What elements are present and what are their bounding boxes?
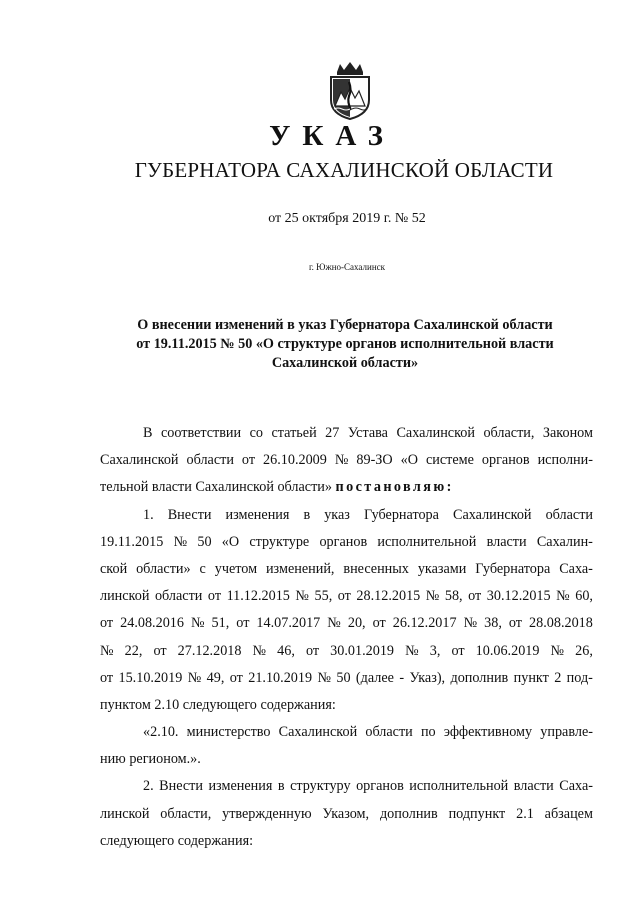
body-word: от [468, 588, 482, 605]
body-line: нию регионом.». [100, 751, 201, 768]
body-word: № [317, 669, 331, 686]
body-word: 15.10.2019 [118, 669, 183, 686]
body-word: от [153, 642, 167, 659]
body-word: № [100, 642, 114, 659]
body-word: утвержденную [222, 805, 312, 822]
body-word: области [545, 506, 593, 523]
body-word: с [199, 560, 206, 577]
body-word: Внести [159, 778, 203, 795]
body-word: области [154, 588, 203, 605]
body-word: 27.12.2018 [177, 642, 242, 659]
body-line [100, 665, 593, 692]
body-line [100, 556, 593, 583]
body-word: Сахалинской [100, 452, 179, 469]
issue-city: г. Южно-Сахалинск [308, 262, 385, 272]
body-word: структуру [290, 778, 351, 795]
body-word: структуре [249, 533, 310, 550]
body-word: власти [513, 778, 554, 795]
body-word: Губернатора [363, 506, 439, 523]
body-word: 26.10.2009 [263, 452, 327, 469]
body-word: дополнив [379, 805, 438, 822]
body-word: № [425, 588, 440, 605]
body-word: № [405, 642, 419, 659]
body-word: по [420, 724, 436, 741]
body-line [100, 447, 593, 474]
body-word: Сахалинской [453, 506, 532, 523]
body-word: Сахалинской [278, 724, 358, 741]
body-word: статьей [271, 425, 317, 441]
body-word: Устава [347, 425, 388, 441]
body-line [100, 474, 593, 501]
body-word: линской [100, 588, 150, 605]
body-word: № [295, 588, 309, 605]
body-word: министерство [186, 724, 271, 741]
body-word: учетом [214, 560, 258, 577]
decree-title: УКАЗ [269, 120, 395, 152]
body-word: внесенных [343, 560, 409, 577]
body-word: области [365, 724, 413, 741]
body-word: Сахалин- [536, 533, 593, 550]
body-word: подпункт [448, 805, 506, 822]
body-word: области, [483, 425, 535, 441]
body-word: 2.1 [516, 805, 534, 822]
body-word: № [556, 588, 570, 605]
body-word: № [334, 452, 349, 469]
body-word: 28.08.2018 [529, 615, 593, 632]
body-word: Указ), [409, 669, 446, 686]
body-word: от [508, 615, 522, 632]
body-word: власти [486, 533, 527, 550]
body-word: исполнительной [409, 778, 509, 795]
body-word: изменения [208, 778, 273, 795]
body-word: 19.11.2015 [100, 533, 164, 550]
body-line [100, 420, 593, 447]
body-word: 26.12.2017 [392, 615, 457, 632]
body-word: от [241, 452, 256, 469]
body-word: - [399, 669, 405, 686]
body-word: «О [221, 533, 240, 550]
body-word: № [252, 642, 267, 659]
body-word: 55, [314, 588, 333, 605]
body-word: от [100, 615, 114, 632]
body-word: 1. [143, 506, 154, 523]
body-word: 24.08.2016 [120, 615, 184, 632]
body-word: исполни- [537, 452, 593, 469]
body-word: «2.10. [143, 724, 179, 741]
body-word: 10.06.2019 [475, 642, 540, 659]
heading-line: Сахалинской области» [271, 355, 419, 371]
body-word: 30.01.2019 [330, 642, 395, 659]
body-word: от [207, 588, 222, 605]
body-word: 60, [575, 588, 593, 605]
body-word: 30.12.2015 [486, 588, 551, 605]
body-line [100, 529, 593, 556]
body-word: под- [566, 669, 593, 686]
body-word: в [303, 506, 311, 523]
body-line: пунктом 2.10 следующего содержания: [100, 696, 336, 713]
body-word: Указом, [322, 805, 370, 822]
body-word: органов [319, 533, 368, 550]
body-word: 26, [575, 642, 593, 659]
body-line [100, 801, 593, 828]
body-word: области [186, 452, 234, 469]
body-word: от [305, 642, 320, 659]
body-word: области, [160, 805, 212, 822]
body-word: 89-ЗО [356, 452, 393, 469]
body-word: указ [324, 506, 350, 523]
body-word: № [327, 615, 341, 632]
body-word: органов [481, 452, 530, 469]
body-word: № [463, 615, 478, 632]
body-word: 49, [206, 669, 225, 686]
body-word: дополнив [450, 669, 509, 686]
decree-date-number: от 25 октября 2019 г. № 52 [268, 211, 426, 226]
body-word: управле- [540, 724, 593, 741]
body-word: 22, [124, 642, 143, 659]
body-word: пункт [513, 669, 549, 686]
body-word: 28.12.2015 [356, 588, 421, 605]
body-word: 2 [554, 669, 562, 686]
body-word: от [372, 615, 386, 632]
body-line-text: тельной власти Сахалинской области» [100, 479, 332, 496]
body-word: 46, [277, 642, 295, 659]
body-word: 21.10.2019 [248, 669, 313, 686]
body-word: от [337, 588, 351, 605]
body-line [100, 502, 593, 529]
body-word: абзацем [544, 805, 593, 822]
body-word: 51, [211, 615, 230, 632]
body-word: № [187, 669, 202, 686]
body-word: № [173, 533, 188, 550]
body-word: Саха- [559, 560, 593, 577]
heading-line: О внесении изменений в указ Губернатора Сахалинской области [137, 317, 553, 333]
body-word: ской [100, 560, 128, 577]
body-word: органов [356, 778, 404, 795]
body-line: следующего содержания: [100, 832, 254, 849]
body-word: Саха- [559, 778, 593, 795]
body-word: изменений, [265, 560, 335, 577]
sakhalin-coat-of-arms-icon [325, 62, 375, 120]
body-word: от [100, 669, 114, 686]
body-word: эффективному [443, 724, 533, 741]
body-word: «О [400, 452, 418, 469]
body-word: 50 [197, 533, 212, 550]
heading-line: от 19.11.2015 № 50 «О структуре органов исполнительной власти [136, 336, 554, 352]
body-word: 50 [336, 669, 351, 686]
body-word: 58, [444, 588, 463, 605]
body-word: Губернатора [475, 560, 551, 577]
body-word: № [550, 642, 565, 659]
body-line [100, 773, 593, 800]
body-word: 14.07.2017 [256, 615, 321, 632]
decree-body [100, 420, 593, 855]
body-word: Внести [167, 506, 212, 523]
body-word: 20, [347, 615, 366, 632]
body-line [100, 610, 593, 637]
resolution-word: постановляю: [335, 479, 454, 496]
body-line [100, 719, 593, 746]
body-line [100, 583, 593, 610]
body-word: линской [100, 805, 150, 822]
body-word: со [249, 425, 264, 441]
body-word: от [236, 615, 250, 632]
body-word: исполнительной [377, 533, 477, 550]
body-word: 27 [325, 425, 340, 441]
body-word: 11.12.2015 [226, 588, 290, 605]
body-word: В [143, 425, 153, 441]
body-word: от [451, 642, 465, 659]
body-word: 3, [429, 642, 441, 659]
body-word: указами [417, 560, 467, 577]
body-word: Законом [542, 425, 593, 441]
body-word: 2. [143, 778, 154, 795]
body-word: системе [425, 452, 474, 469]
body-word: области» [136, 560, 191, 577]
body-word: (далее [355, 669, 394, 686]
body-word: Сахалинской [396, 425, 475, 441]
body-word: в [277, 778, 285, 795]
decree-heading [110, 316, 580, 373]
body-word: соответствии [160, 425, 242, 441]
body-word: от [229, 669, 243, 686]
body-word: изменения [225, 506, 290, 523]
body-line [100, 638, 593, 665]
body-word: 38, [484, 615, 502, 632]
body-word: № [190, 615, 205, 632]
decree-issuer: ГУБЕРНАТОРА САХАЛИНСКОЙ ОБЛАСТИ [134, 158, 554, 182]
